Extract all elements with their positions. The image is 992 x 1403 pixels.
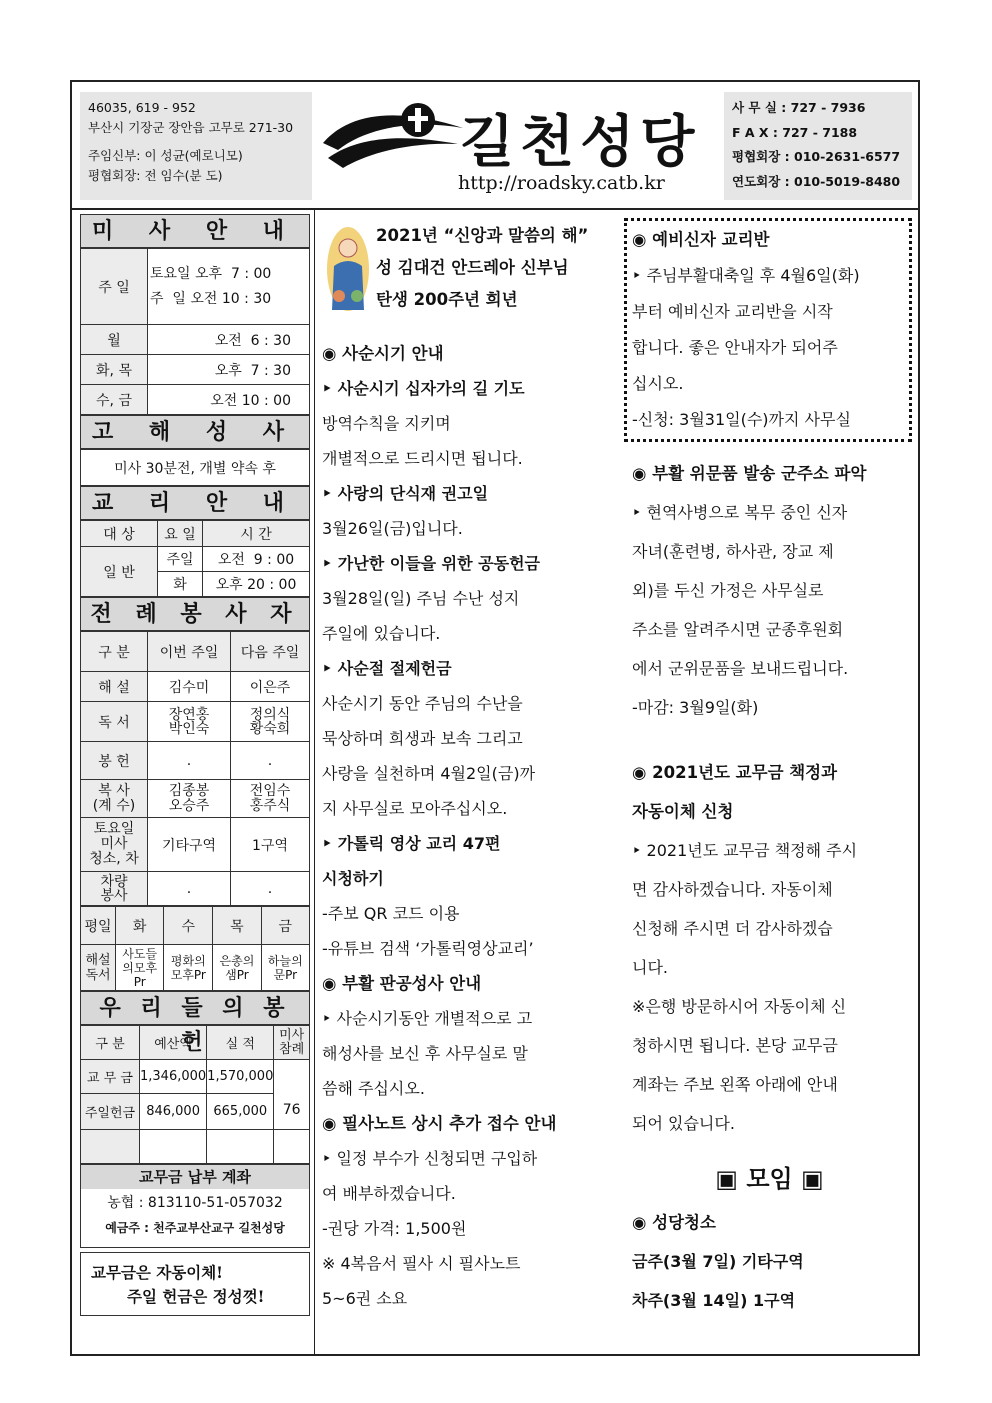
offering-header: 실 적: [207, 1026, 274, 1060]
catechism-time: 오전 9 : 00: [203, 547, 310, 572]
servers-header: 이번 주일: [148, 632, 231, 672]
confession-table: [80, 449, 310, 486]
account-holder: 예금주 : 천주교부산교구 길천성당: [105, 1221, 285, 1235]
slogan-box: [80, 1252, 310, 1316]
notice-line: 차주(3월 14일) 1구역: [632, 1291, 796, 1310]
weekday-servers-table: [80, 906, 310, 991]
catechism-day: 화: [158, 572, 203, 597]
middle-notices: [322, 336, 612, 1316]
fax-number: F A X : 727 - 7188: [732, 124, 858, 140]
catechism-header: 요 일: [158, 521, 203, 547]
parish-title: 길천성당: [460, 110, 701, 175]
weekday-group: 하늘의 문Pr: [261, 945, 309, 991]
notice-line: 주일에 있습니다.: [322, 624, 441, 643]
mass-table: [80, 248, 310, 415]
confession-title: 고 해 성 사: [80, 415, 310, 449]
notice-line: ‣ 사순시기동안 개별적으로 고: [322, 1009, 533, 1028]
mass-day: 화, 목: [81, 355, 148, 385]
notice-line: 여 배부하겠습니다.: [322, 1184, 456, 1203]
weekday-header: 금: [261, 907, 309, 945]
offering-label: 교 무 금: [81, 1060, 140, 1094]
server-role: 독 서: [81, 702, 148, 742]
offering-budget: 1,346,000: [140, 1060, 207, 1094]
right-notices: [632, 454, 907, 1143]
weekday-header: 수: [164, 907, 213, 945]
notice-line: ※은행 방문하시어 자동이체 신: [632, 997, 847, 1016]
server-role: 복 사 (계 수): [81, 780, 148, 818]
notice-heading: ◉ 2021년도 교무금 책정과: [632, 763, 838, 782]
parish-info: [80, 92, 312, 200]
notice-line: [632, 727, 907, 753]
notice-line: 신청해 주시면 더 감사하겠습: [632, 919, 833, 938]
notice-line: -유튜브 검색 ‘가톨릭영상교리’: [322, 939, 534, 958]
account-number: 농협 : 813110-51-057032: [107, 1195, 283, 1211]
account-title: 교무금 납부 계좌: [81, 1165, 309, 1189]
notice-line: ‣ 현역사병으로 복무 중인 신자: [632, 503, 848, 522]
notice-line: 금주(3월 7일) 기타구역: [632, 1252, 804, 1271]
mass-day: 월: [81, 325, 148, 355]
banner-line: 2021년 “신앙과 말씀의 해”: [376, 226, 589, 245]
notice-heading: 자동이체 신청: [632, 802, 734, 821]
catechism-group: 일 반: [81, 547, 158, 597]
notice-line: 개별적으로 드리시면 됩니다.: [322, 449, 523, 468]
meeting-list: [632, 1203, 907, 1320]
notice-line: ‣ 사순절 절제헌금: [322, 659, 452, 678]
servers-table: [80, 631, 310, 906]
server-next: 정의식 황숙희: [231, 702, 310, 742]
notice-line: ‣ 가난한 이들을 위한 공동헌금: [322, 554, 540, 573]
notice-line: ‣ 2021년도 교무금 책정해 주시: [632, 841, 858, 860]
council-president: 평협회장: 전 임수(분 도): [88, 168, 223, 183]
offering-empty: [207, 1130, 274, 1164]
catechumen-notice: [632, 222, 907, 438]
parish-logo: [318, 98, 718, 198]
offering-header: 예산액: [140, 1026, 207, 1060]
mass-time: 오전 10 : 00: [148, 385, 310, 415]
account-box: [80, 1164, 310, 1248]
parish-emblem-icon: [318, 98, 468, 178]
offering-label: 주일헌금: [81, 1094, 140, 1130]
notice-line: ‣ 사순시기 십자가의 길 기도: [322, 379, 525, 398]
notice-heading: ◉ 부활 판공성사 안내: [322, 974, 482, 993]
header-divider: [70, 208, 920, 210]
catechism-time: 오후 20 : 00: [203, 572, 310, 597]
postal-code: 46035, 619 - 952: [88, 100, 196, 115]
notice-line: 니다.: [632, 958, 668, 977]
notice-line: 묵상하며 희생과 보속 그리고: [322, 729, 523, 748]
server-next: 1구역: [231, 818, 310, 872]
server-next: 전임수 홍주식: [231, 780, 310, 818]
server-role: 토요일 미사 청소, 차: [81, 818, 148, 872]
column-divider: [314, 208, 315, 1356]
weekday-group: 사도들 의모후 Pr: [116, 945, 164, 991]
notice-heading: ◉ 부활 위문품 발송 군주소 파악: [632, 464, 867, 483]
slogan-line: 주일 헌금은 정성껏!: [127, 1287, 265, 1306]
weekday-header: 목: [213, 907, 261, 945]
server-this: 기타구역: [148, 818, 231, 872]
notice-line: 씀해 주십시오.: [322, 1079, 425, 1098]
notice-line: 부터 예비신자 교리반을 시작: [632, 302, 833, 321]
catechism-title: 교 리 안 내: [80, 486, 310, 520]
servers-header: 구 분: [81, 632, 148, 672]
catechism-header: 시 간: [203, 521, 310, 547]
notice-line: 자녀(훈련병, 하사관, 장교 제: [632, 542, 834, 561]
server-this: .: [148, 742, 231, 780]
left-column: [80, 214, 310, 1316]
notice-line: -주보 QR 코드 이용: [322, 904, 460, 923]
notice-line: 외)를 두신 가정은 사무실로: [632, 581, 824, 600]
mass-sunday-times: 토요일 오후 7 : 00 주 일 오전 10 : 30: [148, 249, 310, 325]
notice-line: 주소를 알려주시면 군종후원회: [632, 620, 844, 639]
notice-heading: ◉ 사순시기 안내: [322, 344, 444, 363]
offering-title: 우 리 들 의 봉 헌: [80, 991, 310, 1025]
notice-line: 시청하기: [322, 869, 384, 888]
offering-empty: [274, 1130, 310, 1164]
notice-heading: ◉ 예비신자 교리반: [632, 230, 770, 249]
council-phone: 평협회장 : 010-2631-6577: [732, 149, 901, 164]
mass-attendance: 76: [274, 1060, 310, 1130]
pastor-name: 주임신부: 이 성균(예로니모): [88, 148, 243, 163]
server-role: 해 설: [81, 672, 148, 702]
server-this: 김수미: [148, 672, 231, 702]
offering-empty: [140, 1130, 207, 1164]
server-role: 차량 봉사: [81, 872, 148, 906]
offering-header: 미사 참례: [274, 1026, 310, 1060]
mass-time: 오후 7 : 30: [148, 355, 310, 385]
notice-line: 해성사를 보신 후 사무실로 말: [322, 1044, 528, 1063]
notice-heading: ◉ 성당청소: [632, 1213, 716, 1232]
notice-line: 합니다. 좋은 안내자가 되어주: [632, 338, 838, 357]
server-next: .: [231, 742, 310, 780]
servers-header: 다음 주일: [231, 632, 310, 672]
offering-empty: [81, 1130, 140, 1164]
mass-sunday-label: 주 일: [81, 249, 148, 325]
notice-line: 지 사무실로 모아주십시오.: [322, 799, 508, 818]
notice-line: 사순시기 동안 주님의 수난을: [322, 694, 523, 713]
mass-title: 미 사 안 내: [80, 214, 310, 248]
notice-line: ※ 4복음서 필사 시 필사노트: [322, 1254, 521, 1273]
notice-line: 청하시면 됩니다. 본당 교무금: [632, 1036, 838, 1055]
address: 부산시 기장군 장안읍 고무로 271-30: [88, 120, 294, 135]
notice-line: 에서 군위문품을 보내드립니다.: [632, 659, 849, 678]
notice-line: 3월28일(일) 주님 수난 성지: [322, 589, 520, 608]
server-next: 이은주: [231, 672, 310, 702]
weekday-role: 해설 독서: [81, 945, 116, 991]
notice-line: 방역수칙을 지키며: [322, 414, 451, 433]
catechism-header: 대 상: [81, 521, 158, 547]
mass-day: 수, 금: [81, 385, 148, 415]
notice-line: 사랑을 실천하며 4월2일(금)까: [322, 764, 536, 783]
notice-line: ‣ 가톨릭 영상 교리 47편: [322, 834, 501, 853]
notice-line: 3월26일(금)입니다.: [322, 519, 463, 538]
servers-title: 전 례 봉 사 자: [80, 597, 310, 631]
server-next: .: [231, 872, 310, 906]
weekday-header: 화: [116, 907, 164, 945]
middle-column: [322, 220, 612, 1316]
server-this: 장연홍 박인숙: [148, 702, 231, 742]
offering-header: 구 분: [81, 1026, 140, 1060]
weekday-header: 평일: [81, 907, 116, 945]
weekday-group: 은총의 샘Pr: [213, 945, 261, 991]
weekday-group: 평화의 모후Pr: [164, 945, 213, 991]
notice-line: -권당 가격: 1,500원: [322, 1219, 467, 1238]
offering-actual: 1,570,000: [207, 1060, 274, 1094]
notice-heading: ◉ 필사노트 상시 추가 접수 안내: [322, 1114, 557, 1133]
server-this: .: [148, 872, 231, 906]
meeting-title: ▣ 모임 ▣: [715, 1165, 824, 1193]
notice-line: 십시오.: [632, 374, 684, 393]
server-role: 봉 헌: [81, 742, 148, 780]
banner-line: 성 김대건 안드레아 신부님: [376, 258, 569, 277]
catechism-day: 주일: [158, 547, 203, 572]
notice-line: 면 감사하겠습니다. 자동이체: [632, 880, 833, 899]
notice-line: ‣ 주님부활대축일 후 4월6일(화): [632, 266, 860, 285]
offering-budget: 846,000: [140, 1094, 207, 1130]
offering-actual: 665,000: [207, 1094, 274, 1130]
office-phone: 사 무 실 : 727 - 7936: [732, 100, 866, 115]
notice-line: ‣ 사랑의 단식재 권고일: [322, 484, 489, 503]
catechism-table: [80, 520, 310, 597]
banner-line: 탄생 200주년 희년: [376, 290, 518, 309]
confession-text: 미사 30분전, 개별 약속 후: [81, 450, 310, 486]
contact-info: [724, 92, 912, 200]
yeondo-phone: 연도회장 : 010-5019-8480: [732, 173, 901, 189]
notice-line: 5~6권 소요: [322, 1289, 408, 1308]
slogan-line: 교무금은 자동이체!: [91, 1263, 223, 1282]
mass-time: 오전 6 : 30: [148, 325, 310, 355]
notice-line: ‣ 일정 부수가 신청되면 구입하: [322, 1149, 538, 1168]
notice-line: -신청: 3월31일(수)까지 사무실: [632, 410, 851, 429]
parish-url[interactable]: http://roadsky.catb.kr: [458, 172, 665, 194]
notice-line: 되어 있습니다.: [632, 1114, 735, 1133]
jubilee-banner: [322, 220, 612, 316]
notice-line: 계좌는 주보 왼쪽 아래에 안내: [632, 1075, 838, 1094]
right-column: [632, 222, 907, 1320]
notice-line: -마감: 3월9일(화): [632, 698, 759, 717]
server-this: 김종봉 오승주: [148, 780, 231, 818]
